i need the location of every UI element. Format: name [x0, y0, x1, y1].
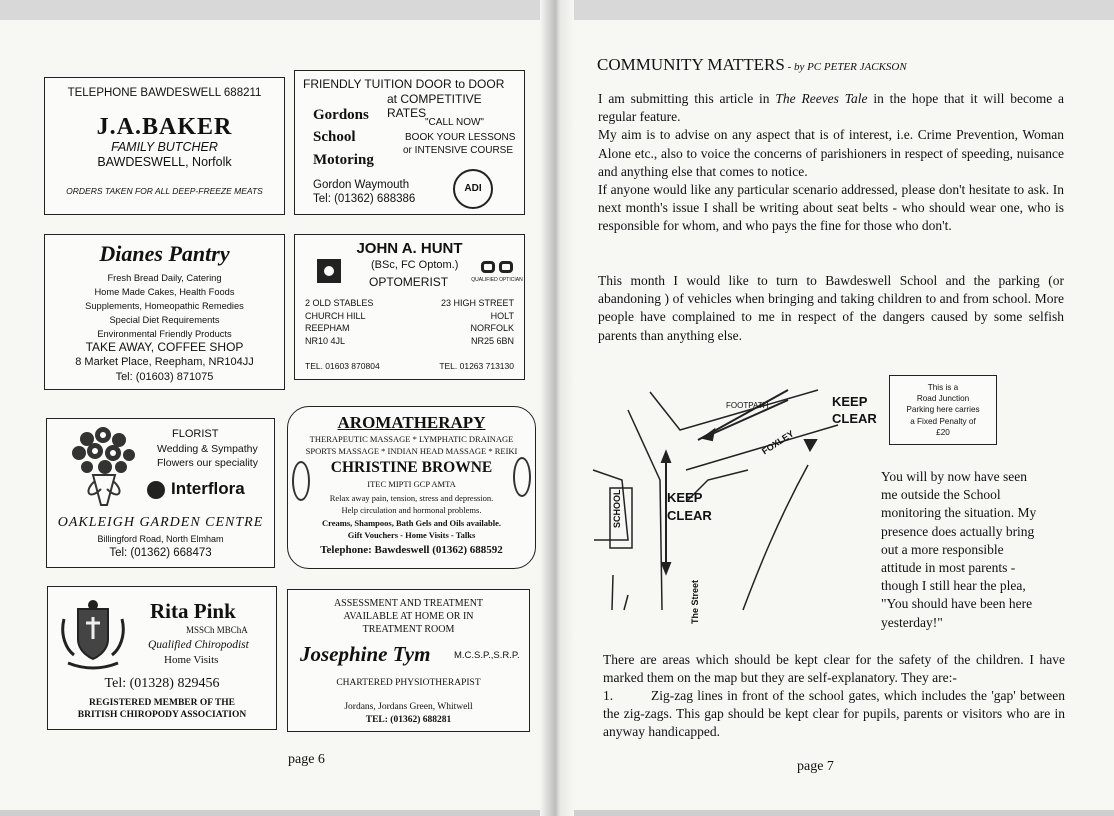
optom-logo-icon: [317, 259, 341, 283]
pantry-address: 8 Market Place, Reepham, NR104JJ: [75, 356, 254, 368]
address-line: 2 OLD STABLES: [305, 298, 374, 308]
aroma-services1: THERAPEUTIC MASSAGE * LYMPHATIC DRAINAGE: [309, 434, 514, 444]
ad-physiotherapist: [287, 589, 530, 732]
tuition-intensive: or INTENSIVE COURSE: [403, 145, 514, 156]
ad-dianes-pantry: [44, 234, 285, 390]
pantry-lines: [45, 271, 284, 341]
paragraph-4: This month I would like to turn to Bawdeswell School and the parking (or abandoning ) of vehicles when bringing and taking children to and from school. More people have complained to me in respect of the dangers caused by some selfish parents than anything else.: [598, 273, 1064, 343]
ad-driving-school: [294, 70, 525, 215]
side-line: presence does actually bring: [881, 523, 1035, 539]
heading-title: COMMUNITY MATTERS: [597, 55, 785, 74]
right-page-number: page 7: [797, 759, 834, 774]
book-spine: [540, 0, 574, 816]
aroma-quals: ITEC MIPTI GCP AMTA: [367, 479, 456, 489]
aroma-desc4: Gift Vouchers - Home Visits - Talks: [347, 530, 476, 540]
address-line: NR25 6BN: [470, 335, 514, 346]
side-line: attitude in most parents -: [881, 560, 1016, 576]
map-label-footpath: FOOTPATH: [726, 401, 769, 410]
heading-byline: - by PC PETER JACKSON: [784, 61, 907, 73]
chiro-title: Qualified Chiropodist: [148, 639, 249, 651]
tuition-contact-tel: Tel: (01362) 688386: [313, 193, 416, 205]
article-intro: [598, 90, 1064, 236]
notice-line: £20: [936, 427, 950, 437]
side-line: though I still hear the plea,: [881, 578, 1026, 594]
side-line: monitoring the situation. My: [881, 505, 1037, 521]
physio-address: Jordans, Jordans Green, Whitwell: [344, 702, 473, 712]
chiro-quals: MSSCh MBChA: [186, 625, 248, 635]
aroma-desc2: Help circulation and hormonal problems.: [341, 505, 482, 515]
side-line: yesterday!": [881, 614, 943, 630]
paragraph-3: If anyone would like any particular scenario addressed, please don't hesitate to ask. In next month's issue I shall be writing about seat belts - who should wear one, who is responsible for whom, and who pays the fine for those who don't.: [598, 182, 1064, 234]
butcher-place: BAWDESWELL, Norfolk: [97, 155, 232, 169]
tuition-line1: FRIENDLY TUITION DOOR to DOOR: [303, 77, 505, 91]
address-line: HOLT: [490, 310, 514, 321]
ad-chiropodist: [47, 586, 277, 730]
aroma-desc3: Creams, Shampoos, Bath Gels and Oils available.: [321, 518, 502, 528]
brand-motoring: Motoring: [313, 152, 374, 168]
butcher-trade: FAMILY BUTCHER: [111, 140, 218, 154]
chiro-name: Rita Pink: [150, 599, 236, 623]
address-line: CHURCH HILL: [305, 310, 366, 321]
pantry-line: Supplements, Homeopathic Remedies: [85, 301, 244, 312]
florist-line2: Wedding & Sympathy: [157, 443, 258, 455]
pantry-name: Dianes Pantry: [99, 241, 230, 266]
brand-school: School: [313, 129, 356, 145]
optom-right-tel: TEL. 01263 713130: [439, 361, 514, 371]
tuition-line2: at COMPETITIVE RATES: [387, 92, 482, 120]
notice-line: This is a: [927, 383, 959, 392]
pantry-tel: Tel: (01603) 871075: [115, 371, 214, 383]
map-keep-clear-1b: CLEAR: [832, 411, 877, 426]
florist-network: Interflora: [171, 479, 245, 498]
list-item-text: Zig-zag lines in front of the school gates, which includes the 'gap' between the zig-zags. This gap should be kept clear for pupils, parents or visitors who are in anyway handicapped.: [603, 688, 1065, 740]
chiro-visits: Home Visits: [164, 654, 219, 666]
physio-tel: TEL: (01362) 688281: [365, 715, 452, 725]
list-item-1: [603, 687, 1065, 742]
side-column-text: [881, 468, 1067, 632]
optom-right-address: [441, 297, 514, 347]
physio-title: CHARTERED PHYSIOTHERAPIST: [336, 678, 481, 688]
physio-line2: AVAILABLE AT HOME OR IN: [343, 611, 474, 622]
side-line: You will by now have seen: [881, 469, 1027, 484]
notice-text: [890, 382, 996, 438]
aroma-services2: SPORTS MASSAGE * INDIAN HEAD MASSAGE * REIKI: [305, 446, 518, 456]
junction-notice: [889, 375, 997, 445]
text-run: in the hope that it will become a regular feature.: [598, 91, 1065, 125]
aroma-title: AROMATHERAPY: [337, 413, 486, 432]
butcher-telephone: TELEPHONE BAWDESWELL 688211: [67, 87, 262, 99]
butcher-name: J.A.BAKER: [96, 114, 233, 140]
aroma-name: CHRISTINE BROWNE: [330, 459, 493, 476]
pantry-line: Home Made Cakes, Health Foods: [94, 287, 235, 298]
address-line: REEPHAM: [305, 323, 350, 333]
pantry-line: Fresh Bread Daily, Catering: [107, 273, 222, 283]
map-label-school: SCHOOL: [612, 489, 622, 528]
map-keep-clear-2a: KEEP: [667, 490, 703, 505]
notice-line: Parking here carries: [906, 405, 980, 415]
florist-line3: Flowers our speciality: [157, 457, 258, 469]
notice-line: Road Junction: [916, 394, 970, 404]
article-heading: [597, 55, 907, 75]
chiro-member1: REGISTERED MEMBER OF THE: [89, 698, 235, 708]
address-line: 23 HIGH STREET: [440, 298, 514, 308]
notice-line: a Fixed Penalty of: [910, 416, 976, 426]
map-keep-clear-2b: CLEAR: [667, 508, 712, 523]
paragraph-5: There are areas which should be kept clear for the safety of the children. I have marked them on the map but they are self-explanatory. They are:-: [603, 652, 1065, 686]
left-page-number: page 6: [288, 752, 325, 767]
optom-name: JOHN A. HUNT: [356, 240, 463, 257]
glasses-icon: [481, 261, 517, 275]
ad-florist: [46, 418, 275, 568]
map-keep-clear-1a: KEEP: [832, 394, 868, 409]
physio-line3: TREATMENT ROOM: [362, 624, 455, 635]
side-line: out a more responsible: [881, 541, 1004, 557]
physio-quals: M.C.S.P.,S.R.P.: [454, 650, 520, 661]
pantry-line: Environmental Friendly Products: [97, 329, 232, 340]
side-line: "You should have been here: [881, 596, 1033, 612]
pantry-line: Special Diet Requirements: [109, 315, 220, 326]
paragraph-1: [598, 90, 1064, 126]
side-line: me outside the School: [881, 487, 1001, 503]
brand-gordons: Gordons: [313, 107, 369, 123]
list-item-number: 1.: [603, 688, 614, 703]
flower-bouquet-icon: [65, 425, 143, 513]
paragraph-2: My aim is to advise on any aspect that is of interest, i.e. Crime Prevention, Woman Alone etc., also to voice the concerns of parishioners in respect of speeding, nuisance and anything else that comes to notice.: [598, 127, 1064, 179]
adi-badge-icon: ADI: [453, 169, 493, 209]
ad-butcher: [44, 77, 285, 215]
chiro-member2: BRITISH CHIROPODY ASSOCIATION: [77, 710, 247, 720]
address-line: NORFOLK: [470, 323, 514, 333]
chiro-tel: Tel: (01328) 829456: [104, 676, 220, 691]
tuition-contact-name: Gordon Waymouth: [313, 179, 410, 191]
optom-badge: QUALIFIED OPTICIAN: [471, 277, 523, 283]
tuition-call-now: "CALL NOW": [425, 117, 484, 128]
address-line: NR10 4JL: [305, 335, 346, 346]
butcher-note: ORDERS TAKEN FOR ALL DEEP-FREEZE MEATS: [66, 186, 263, 196]
aroma-desc1: Relax away pain, tension, stress and depression.: [329, 493, 494, 503]
florist-name: OAKLEIGH GARDEN CENTRE: [57, 515, 264, 530]
map-label-foxley: FOXLEY: [760, 428, 796, 457]
optom-title: OPTOMERIST: [369, 275, 449, 289]
pantry-takeaway: TAKE AWAY, COFFEE SHOP: [85, 340, 244, 354]
optom-quals: (BSc, FC Optom.): [371, 259, 459, 271]
publication-title: The Reeves Tale: [775, 91, 868, 106]
map-label-street: The Street: [690, 579, 700, 624]
ad-optometrist: [294, 234, 525, 380]
crest-icon: [58, 599, 128, 679]
florist-line1: FLORIST: [172, 428, 219, 440]
interflora-logo-icon: [147, 481, 165, 499]
aroma-tel: Telephone: Bawdeswell (01362) 688592: [320, 544, 503, 556]
optom-left-tel: TEL. 01603 870804: [305, 361, 380, 371]
florist-tel: Tel: (01362) 668473: [109, 547, 212, 559]
physio-name: Josephine Tym: [300, 642, 431, 666]
tuition-book: BOOK YOUR LESSONS: [405, 132, 516, 143]
optom-left-address: [305, 297, 373, 347]
text-run: I am submitting this article in: [598, 91, 776, 106]
physio-line1: ASSESSMENT AND TREATMENT: [333, 598, 484, 609]
ad-aromatherapy: [287, 406, 536, 569]
florist-address: Billingford Road, North Elmham: [97, 534, 224, 544]
